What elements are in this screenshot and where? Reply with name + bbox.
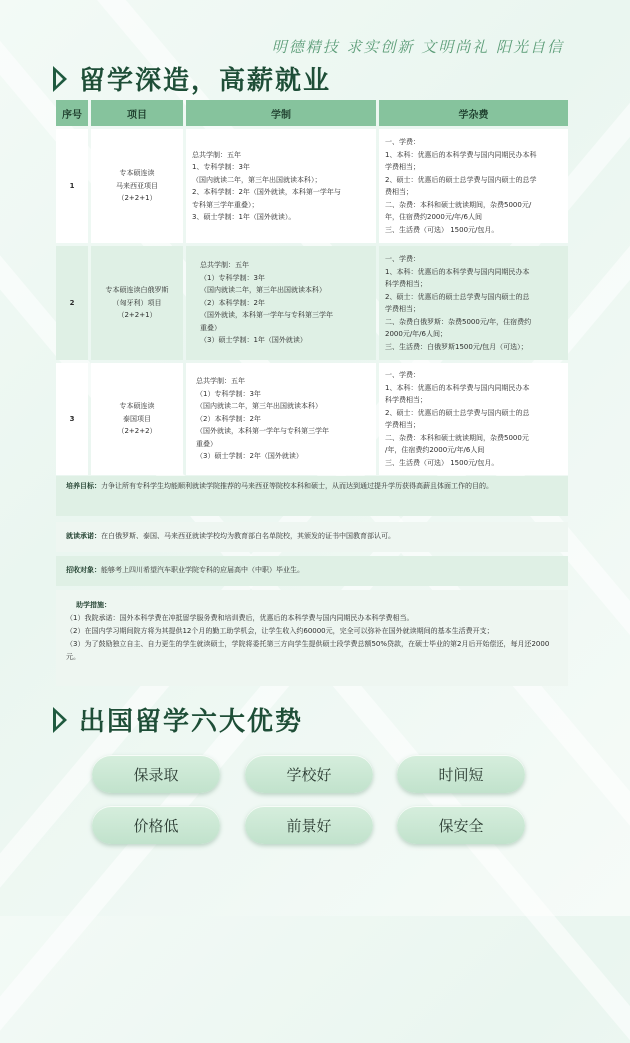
admission-target [56, 556, 568, 586]
table-row [56, 246, 568, 360]
fee-line: 二、杂费白俄罗斯：杂费5000元/年，住宿费约 [385, 317, 532, 326]
project-line: 泰国项目 [123, 414, 151, 423]
fee-line: 科学费相当； [385, 396, 427, 404]
system-line: 专科第三学年重叠）； [192, 200, 259, 209]
advantage-pill: 价格低 [92, 806, 220, 844]
advantage-pill: 学校好 [245, 755, 373, 793]
system-line: （3）硕士学制：2年（国外就读） [196, 452, 303, 461]
advantage-pill: 保录取 [92, 755, 220, 793]
aid-item: （2）在国内学习期间院方将为其提供12个月的勤工助学机会，让学生收入约60000元，完全可以弥补在国外就读期间的基本生活费开支； [66, 627, 494, 635]
system-line: （国内就读二年，第三年出国就读本科） [196, 402, 322, 411]
fee-line: 一、学费： [385, 138, 420, 146]
row-number: 3 [56, 363, 88, 475]
study-promise [56, 522, 568, 552]
aid-item: （3）为了鼓励独立自主、自力更生的学生就读硕士，学院将委托第三方向学生提供硕士段学费总额50%贷款，在硕士毕业的第2月后开始偿还，每月还2000元。 [66, 640, 550, 661]
fee-line: 1、本科：优惠后的本科学费与国内同期民办本科 [385, 150, 537, 159]
fee-line: 2、硕士：优惠后的硕士总学费与国内硕士的总 [385, 292, 530, 301]
row-system [186, 129, 376, 243]
header-system: 学制 [186, 100, 376, 126]
system-line: （1）专科学制：3年 [200, 273, 265, 282]
promise-label: 就读承诺： [66, 532, 101, 540]
fee-line: 学费相当； [385, 163, 420, 171]
row-system [186, 363, 376, 475]
fee-line: 学费相当； [385, 421, 420, 429]
row-project [91, 129, 183, 243]
row-system [186, 246, 376, 360]
advantage-pill: 前景好 [245, 806, 373, 844]
admission-label: 招收对象： [66, 566, 101, 574]
financial-aid [56, 590, 568, 686]
triangle-marker-icon [53, 707, 67, 733]
school-motto: 明德精技 求实创新 文明尚礼 阳光自信 [271, 38, 564, 56]
system-line: 1、专科学制：3年 [192, 163, 250, 171]
section-title-study [53, 60, 331, 97]
system-line: （国外就读，本科第一学年与专科第三学年 [200, 311, 333, 320]
system-line: （2）本科学制：2年 [196, 414, 261, 423]
project-line: （2+2+2） [117, 427, 157, 436]
project-line: （2+2+1） [117, 311, 157, 320]
promise-text: 在白俄罗斯、泰国、马来西亚就读学校均为教育部白名单院校，其颁发的证书中国教育部认可。 [101, 532, 395, 540]
aid-label: 助学措施： [76, 601, 111, 609]
system-line: （1）专科学制：3年 [196, 389, 261, 398]
row-project [91, 363, 183, 475]
fee-line: 科学费相当； [385, 280, 427, 288]
project-line: 专本硕连读 [119, 169, 155, 178]
advantage-pill: 时间短 [397, 755, 525, 793]
advantage-pill: 保安全 [397, 806, 525, 844]
header-num: 序号 [56, 100, 88, 126]
row-fees [379, 246, 568, 360]
system-line: （国内就读二年，第三年出国就读本科） [200, 286, 326, 295]
fee-line: 1、本科：优惠后的本科学费与国内同期民办本 [385, 267, 530, 276]
section-title-text: 出国留学六大优势 [79, 707, 304, 737]
fee-line: 学费相当； [385, 305, 420, 313]
project-line: 马来西亚项目 [116, 181, 158, 190]
program-table [53, 97, 571, 478]
row-project [91, 246, 183, 360]
section-title-text: 留学深造，高薪就业 [79, 66, 332, 96]
system-line: 2、本科学制：2年（国外就读，本科第一学年与 [192, 188, 341, 196]
project-line: 专本硕连读 [119, 402, 155, 411]
fee-line: 二、杂费：本科和硕士就读期间，杂费5000元/ [385, 200, 532, 209]
goal-label: 培养目标： [66, 482, 101, 490]
table-row [56, 363, 568, 475]
system-line: 重叠） [200, 323, 221, 332]
table-row [56, 129, 568, 243]
row-fees [379, 129, 568, 243]
system-line: 总共学制：五年 [196, 377, 245, 386]
goal-text: 力争让所有专科学生均能顺利就读学院推荐的马来西亚等院校本科和硕士，从而达到通过提升学历获得高薪且体面工作的目的。 [101, 482, 493, 490]
header-project: 项目 [91, 100, 183, 126]
admission-text: 能够考上四川希望汽车职业学院专科的应届高中（中职）毕业生。 [101, 566, 304, 574]
fee-line: /年，住宿费约2000元/年/6人间 [385, 446, 485, 454]
fee-line: 年，住宿费约2000元/年/6人间 [385, 213, 482, 221]
system-line: 3、硕士学制：1年（国外就读）。 [192, 213, 296, 221]
fee-line: 一、学费： [385, 371, 420, 379]
training-goal [56, 476, 568, 516]
system-line: 总共学制：五年 [192, 150, 241, 159]
row-number: 1 [56, 129, 88, 243]
fee-line: 一、学费： [385, 255, 420, 263]
system-line: （国内就读二年，第三年出国就读本科）； [192, 175, 322, 184]
fee-line: 三、生活费（可选） 1500元/包月。 [385, 458, 499, 467]
row-number: 2 [56, 246, 88, 360]
fee-line: 费相当； [385, 188, 413, 196]
system-line: （3）硕士学制：1年（国外就读） [200, 336, 307, 345]
fee-line: 1、本科：优惠后的本科学费与国内同期民办本 [385, 383, 530, 392]
aid-item: （1）我院承诺：国外本科学费在冲抵留学服务费和培训费后，优惠后的本科学费与国内同期民办本科学费相当。 [66, 614, 414, 622]
system-line: 重叠） [196, 439, 217, 448]
section-title-advantages [53, 701, 303, 738]
system-line: 总共学制：五年 [200, 261, 249, 270]
fee-line: 2、硕士：优惠后的硕士总学费与国内硕士的总 [385, 408, 530, 417]
fee-line: 二、杂费：本科和硕士就读期间，杂费5000元 [385, 433, 529, 442]
system-line: （国外就读，本科第一学年与专科第三学年 [196, 427, 329, 436]
header-fees: 学杂费 [379, 100, 568, 126]
fee-line: 2、硕士：优惠后的硕士总学费与国内硕士的总学 [385, 175, 537, 184]
row-fees [379, 363, 568, 475]
project-line: 专本硕连读白俄罗斯 [105, 286, 169, 295]
fee-line: 2000元/年/6人间； [385, 330, 447, 338]
fee-line: 三、生活费（可选） 1500元/包月。 [385, 225, 499, 234]
system-line: （2）本科学制：2年 [200, 298, 265, 307]
triangle-marker-icon [53, 66, 67, 92]
fee-line: 三、生活费：白俄罗斯1500元/包月（可选）； [385, 342, 528, 351]
project-line: （匈牙利）项目 [112, 298, 162, 307]
project-line: （2+2+1） [117, 194, 157, 203]
